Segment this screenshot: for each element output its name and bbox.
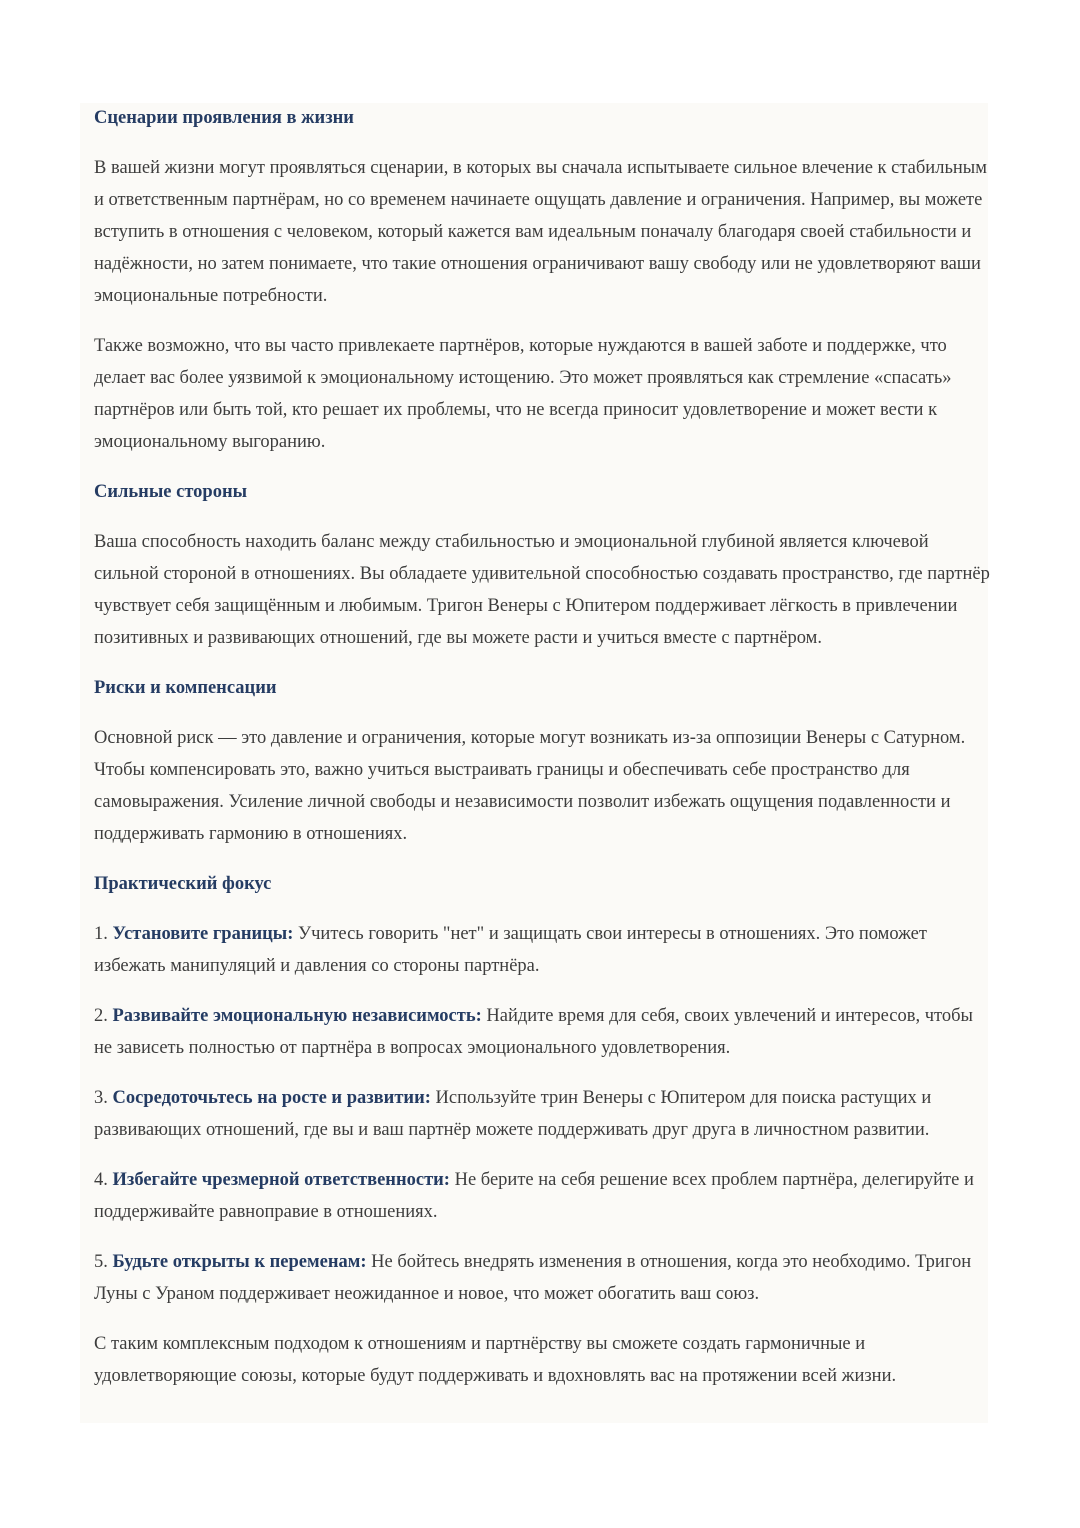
focus-item-term: Сосредоточьтесь на росте и развитии: [112,1088,431,1108]
risks-paragraph: Основной риск — это давление и ограничения, которые могут возникать из-за оппозиции Венеры с Сатурном. Чтобы компенсировать это, важно учиться выстраивать границы и обеспечивать себе пространство для самовыражения. Усиление личной свободы и независимости позволит избежать ощущения подавленности и поддерживать гармонию в отношениях. [94,728,966,844]
scenarios-paragraph-1: В вашей жизни могут проявляться сценарии, в которых вы сначала испытываете сильное влечение к стабильным и ответственным партнёрам, но со временем начинаете ощущать давление и ограничения. Например, вы можете вступить в отношения с человеком, который кажется вам идеальным поначалу благодаря своей стабильности и надёжности, но затем понимаете, что такие отношения ограничивают вашу свободу или не удовлетворяют ваши эмоциональные потребности. [94,158,987,306]
focus-item-text: Учитесь говорить "нет" и защищать свои интересы в отношениях. Это поможет избежать манипуляций и давления со стороны партнёра. [94,924,927,976]
section-heading-strengths: Сильные стороны [94,482,248,502]
focus-item-term: Избегайте чрезмерной ответственности: [112,1170,450,1190]
focus-item-number: 3. [94,1088,113,1108]
strengths-paragraph: Ваша способность находить баланс между стабильностью и эмоциональной глубиной является ключевой сильной стороной в отношениях. Вы обладаете удивительной способностью создавать пространство, где партнёр чувствует себя защищённым и любимым. Тригон Венеры с Юпитером поддерживает лёгкость в привлечении позитивных и развивающих отношений, где вы можете расти и учиться вместе с партнёром. [94,532,990,648]
focus-item-text: Найдите время для себя, своих увлечений и интересов, чтобы не зависеть полностью от партнёра в вопросах эмоционального удовлетворения. [94,1006,973,1058]
focus-item-number: 4. [94,1170,113,1190]
focus-item-term: Будьте открыты к переменам: [112,1252,367,1272]
focus-item-4 [94,1164,992,1228]
focus-item-term: Установите границы: [112,924,294,944]
conclusion-paragraph: С таким комплексным подходом к отношениям и партнёрству вы сможете создать гармоничные и удовлетворяющие союзы, которые будут поддерживать и вдохновлять вас на протяжении всей жизни. [94,1334,897,1386]
scenarios-paragraph-2: Также возможно, что вы часто привлекаете партнёров, которые нуждаются в вашей заботе и поддержке, что делает вас более уязвимой к эмоциональному истощению. Это может проявляться как стремление «спасать» партнёров или быть той, кто решает их проблемы, что не всегда приносит удовлетворение и может вести к эмоциональному выгоранию. [94,336,952,452]
focus-item-3 [94,1082,992,1146]
focus-item-number: 5. [94,1252,113,1272]
focus-item-5 [94,1246,992,1310]
focus-item-term: Развивайте эмоциональную независимость: [112,1006,482,1026]
focus-item-number: 2. [94,1006,113,1026]
section-heading-risks: Риски и компенсации [94,678,277,698]
section-heading-focus: Практический фокус [94,874,272,894]
focus-item-text: Не берите на себя решение всех проблем партнёра, делегируйте и поддерживайте равноправие в отношениях. [94,1170,974,1222]
focus-item-2 [94,1000,992,1064]
focus-item-text: Не бойтесь внедрять изменения в отношения, когда это необходимо. Тригон Луны с Ураном поддерживает неожиданное и новое, что может обогатить ваш союз. [94,1252,972,1304]
section-heading-scenarios: Сценарии проявления в жизни [94,108,354,128]
focus-item-1 [94,918,992,982]
focus-item-number: 1. [94,924,113,944]
document-body [94,102,992,1410]
focus-item-text: Используйте трин Венеры с Юпитером для поиска растущих и развивающих отношений, где вы и ваш партнёр можете поддерживать друг друга в личностном развитии. [94,1088,932,1140]
